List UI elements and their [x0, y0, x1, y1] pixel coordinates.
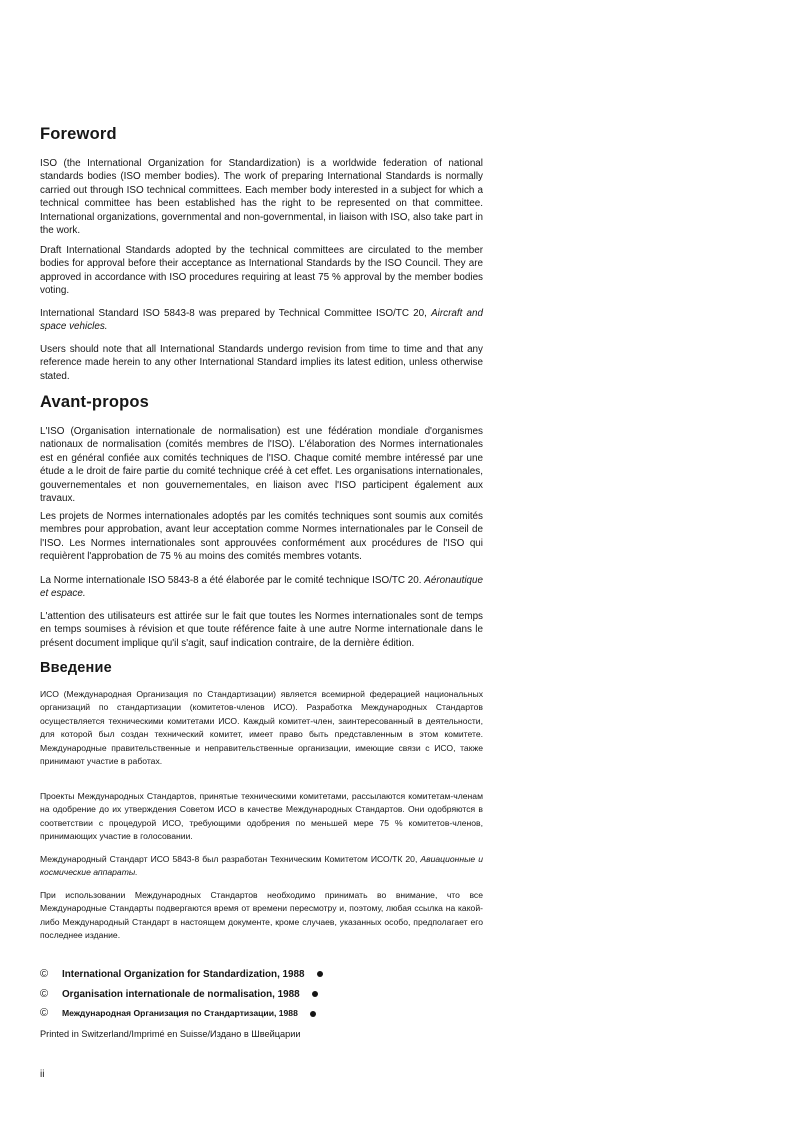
- foreword-block-3: [40, 307, 483, 334]
- vvedenie-paragraph-1: ИСО (Международная Организация по Стандартизации) является всемирной федерацией национальных организаций по стандартизации (комитетов-членов ИСО). Разработка Международных Стандартов осуществляется техническими комитетами ИСО. Каждый комитет-член, заинтересованный в деятельности, для которой был создан технический комитет, имеет право быть представленным в этом комитете. Международные правительственные и неправительственные организации, имеющие связи с ИСО, также принимают участие в работах.: [40, 689, 483, 767]
- avant-propos-paragraph-3: [40, 574, 483, 601]
- copyright-en-text: International Organization for Standardization, 1988: [62, 969, 305, 980]
- foreword-p3-text: International Standard ISO 5843-8 was prepared by Technical Committee ISO/TC 20,: [40, 308, 427, 319]
- foreword-p3-italic: Aircraft and space vehicles.: [40, 308, 483, 333]
- avant-propos-block-4: [40, 610, 483, 650]
- avant-propos-p3-text: La Norme internationale ISO 5843-8 a été élaborée par le comité technique ISO/TC 20.: [40, 575, 422, 586]
- foreword-paragraph-1: ISO (the International Organization for Standardization) is a worldwide federation of national standards bodies (ISO member bodies). The work of preparing International Standards is normally carried out through ISO technical committees. Each member body interested in a subject for which a technical committee has been established has the right to be represented on that committee. International organizations, governmental and non-governmental, in liaison with ISO, also take part in the work.: [40, 158, 483, 237]
- bullet-icon: [310, 1011, 316, 1017]
- avant-propos-p3-italic: Aéronautique et espace.: [40, 575, 484, 600]
- bullet-icon: [317, 971, 323, 977]
- vvedenie-block-4: [40, 889, 483, 943]
- avant-propos-block-1: [40, 425, 483, 505]
- foreword-heading: Foreword: [40, 125, 117, 143]
- vvedenie-p3-italic: Авиационные и космические аппараты.: [40, 854, 484, 878]
- copyright-line-ru: [40, 1007, 316, 1019]
- vvedenie-p3-text: Международный Стандарт ИСО 5843-8 был разработан Техническим Комитетом ИСО/ТК 20,: [40, 854, 418, 864]
- vvedenie-heading: Введение: [40, 660, 112, 676]
- foreword-block-4: [40, 343, 483, 383]
- foreword-paragraph-2: Draft International Standards adopted by the technical committees are circulated to the member bodies for approval before their acceptance as International Standards by the ISO Council. They are approved in accordance with ISO procedures requiring at least 75 % approval by the member bodies voting.: [40, 245, 483, 297]
- copyright-fr-text: Organisation internationale de normalisation, 1988: [62, 989, 300, 1000]
- foreword-paragraph-4: Users should note that all International Standards undergo revision from time to time and that any reference made herein to any other International Standard implies its latest edition, unless otherwise stated.: [40, 344, 483, 382]
- vvedenie-paragraph-3: [40, 853, 483, 880]
- foreword-body: [40, 157, 483, 237]
- avant-propos-block-3: [40, 574, 483, 601]
- vvedenie-paragraph-4: При использовании Международных Стандартов необходимо принимать во внимание, что все Международные Стандарты подвергаются время от времени пересмотру и, поэтому, любая ссылка на какой-либо Международный Стандарт в настоящем документе, кроме случаев, указанных особо, предполагает его последнее издание.: [40, 890, 483, 941]
- foreword-paragraph-3: [40, 307, 483, 334]
- printed-in-line: Printed in Switzerland/Imprimé en Suisse/Издано в Швейцарии: [40, 1029, 301, 1039]
- copyright-ru-text: Международная Организация по Стандартизации, 1988: [62, 1008, 298, 1018]
- page-number: ii: [40, 1069, 45, 1080]
- avant-propos-paragraph-2: Les projets de Normes internationales adoptés par les comités techniques sont soumis aux comités membres pour approbation, avant leur acceptation comme Normes internationales par le Conseil de l'ISO. Les Normes internationales sont approuvées conformément aux procédures de l'ISO qui requièrent l'approbation de 75 % au moins des comités membres votants.: [40, 511, 483, 563]
- copyright-line-en: [40, 968, 323, 980]
- vvedenie-paragraph-2: Проекты Международных Стандартов, принятые техническими комитетами, рассылаются комитетам-членам на одобрение до их утверждения Советом ИСО в качестве Международных Стандартов. Они одобряются в соответствии с процедурой ИСО, требующими одобрения по меньшей мере 75 % комитетов-членов, принимающих участие в голосовании.: [40, 791, 483, 842]
- avant-propos-heading: Avant-propos: [40, 393, 150, 411]
- avant-propos-block-2: [40, 510, 483, 564]
- vvedenie-block-1: [40, 688, 483, 768]
- avant-propos-paragraph-4: L'attention des utilisateurs est attirée sur le fait que toutes les Normes internationales sont de temps en temps soumises à révision et que toute référence faite à une autre Norme internationale dans le présent document implique qu'il s'agit, sauf indication contraire, de la dernière édition.: [40, 611, 483, 649]
- vvedenie-block-2: [40, 790, 483, 844]
- copyright-line-fr: [40, 988, 318, 1000]
- copyright-icon: ©: [40, 1007, 49, 1019]
- bullet-icon: [312, 991, 318, 997]
- copyright-icon: ©: [40, 968, 49, 980]
- vvedenie-block-3: [40, 853, 483, 880]
- foreword-block-2: [40, 244, 483, 298]
- avant-propos-paragraph-1: L'ISO (Organisation internationale de normalisation) est une fédération mondiale d'organismes nationaux de normalisation (comités membres de l'ISO). L'élaboration des Normes internationales est en général confiée aux comités techniques de l'ISO. Chaque comité membre intéressé par une étude a le droit de faire partie du comité technique créé à cet effet. Les organisations internationales, gouvernementales et non gouvernementales, en liaison avec l'ISO participent également aux travaux.: [40, 426, 483, 505]
- copyright-icon: ©: [40, 988, 49, 1000]
